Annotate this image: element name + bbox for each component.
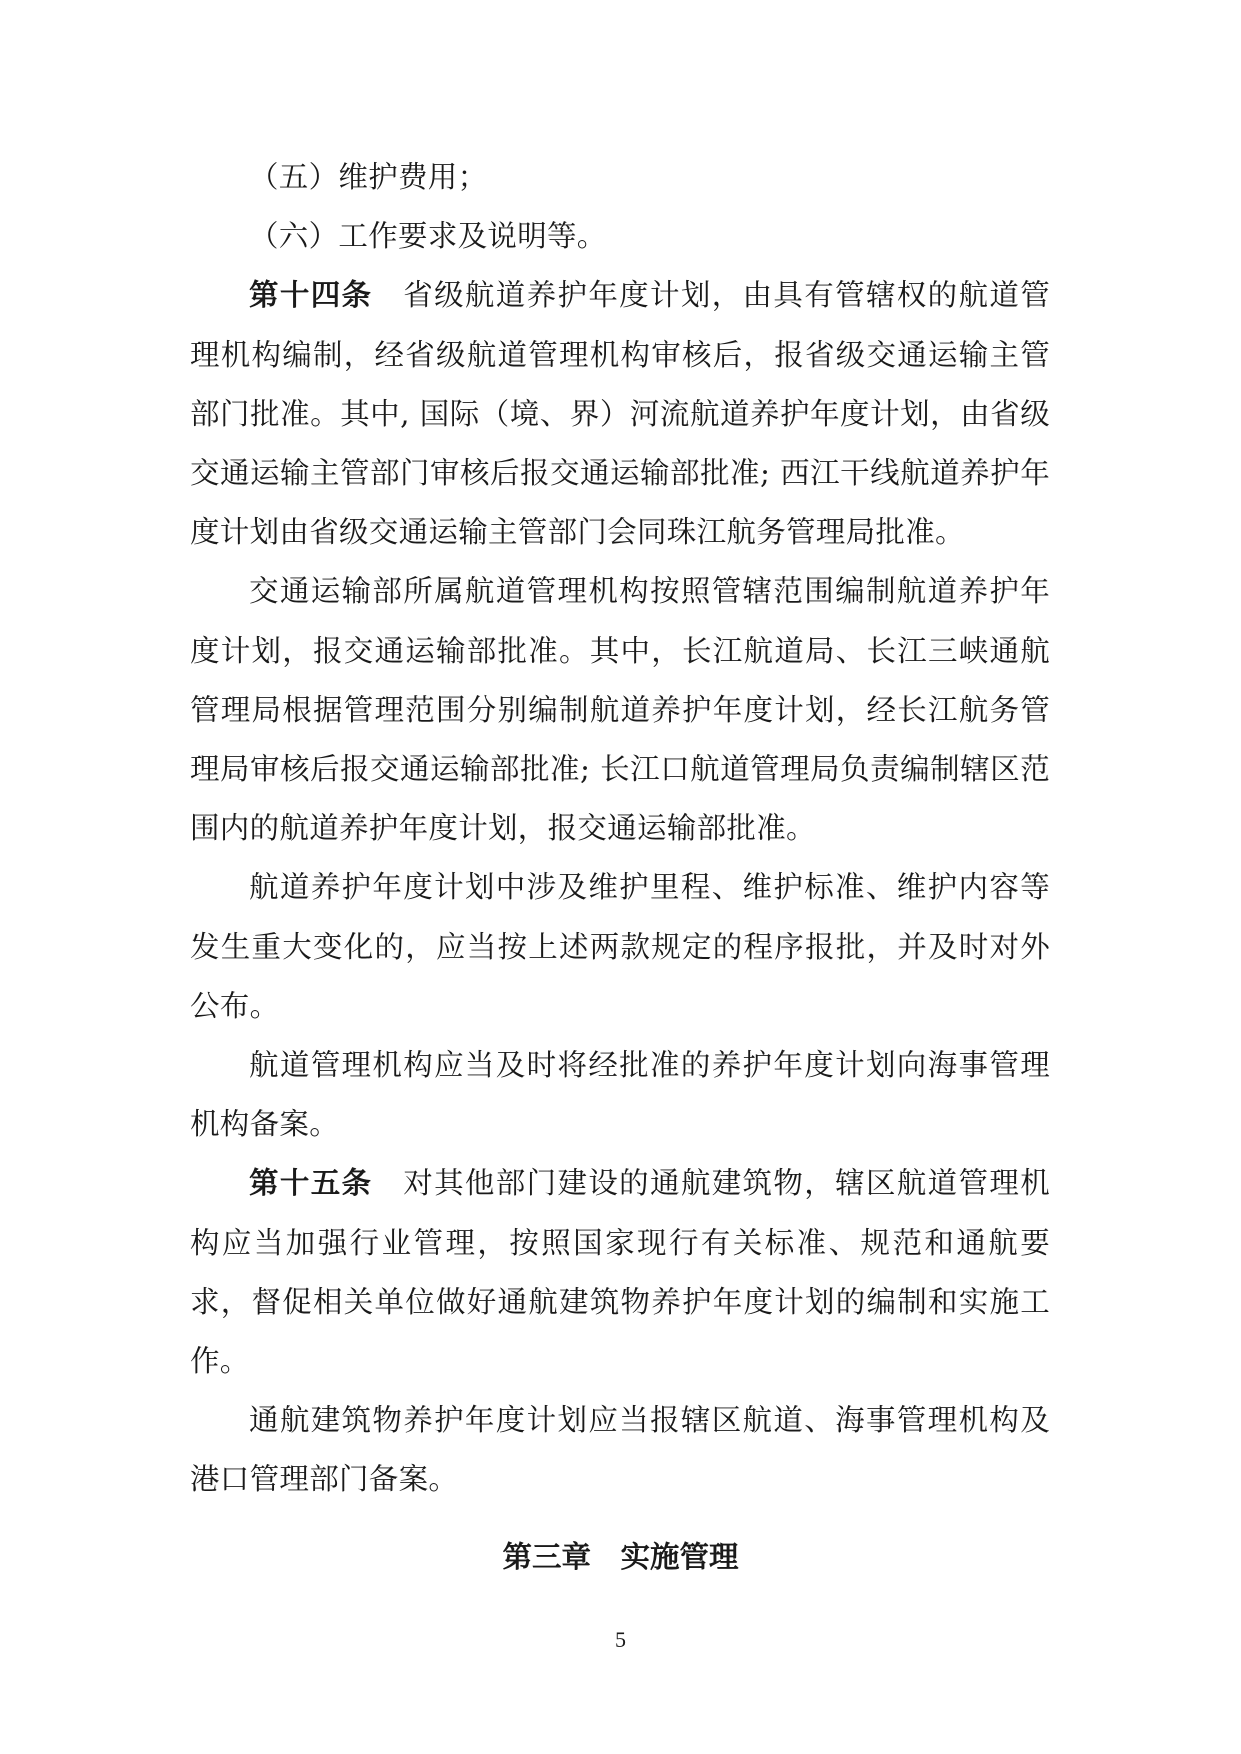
article-15-heading: 第十五条 <box>249 1166 373 1201</box>
article-15-paragraph <box>190 1154 1050 1391</box>
item-five: （五）维护费用； <box>249 160 488 194</box>
article-14-paragraph <box>190 266 1050 562</box>
page-number: 5 <box>615 1627 626 1652</box>
article-14-paragraph-2: 交通运输部所属航道管理机构按照管辖范围编制航道养护年度计划，报交通运输部批准。其中，长江航道局、长江三峡通航管理局根据管理范围分别编制航道养护年度计划，经长江航务管理局审核后报交通运输部批准; 长江口航道管理局负责编制辖区范围内的航道养护年度计划，报交通运输部批准。 <box>190 574 1050 846</box>
document-body <box>190 148 1050 1510</box>
article-15-text: 对其他部门建设的通航建筑物，辖区航道管理机构应当加强行业管理，按照国家现行有关标准、规范和通航要求，督促相关单位做好通航建筑物养护年度计划的编制和实施工作。 <box>190 1166 1050 1379</box>
chapter-title: 第三章 实施管理 <box>502 1540 739 1574</box>
article-14-paragraph-3: 航道养护年度计划中涉及维护里程、维护标准、维护内容等发生重大变化的，应当按上述两款规定的程序报批，并及时对外公布。 <box>190 870 1050 1023</box>
article-14-text: 省级航道养护年度计划，由具有管辖权的航道管理机构编制，经省级航道管理机构审核后，报省级交通运输主管部门批准。其中, 国际（境、界）河流航道养护年度计划，由省级交通运输主管部门审核后报交通运输部批准; 西江干线航道养护年度计划由省级交通运输主管部门会同珠江航务管理局批准。 <box>190 278 1050 550</box>
article-15-paragraph-2: 通航建筑物养护年度计划应当报辖区航道、海事管理机构及港口管理部门备案。 <box>190 1403 1050 1497</box>
item-six: （六）工作要求及说明等。 <box>249 219 607 254</box>
article-14-heading: 第十四条 <box>249 278 373 313</box>
article-14-paragraph-4: 航道管理机构应当及时将经批准的养护年度计划向海事管理机构备案。 <box>190 1048 1050 1142</box>
